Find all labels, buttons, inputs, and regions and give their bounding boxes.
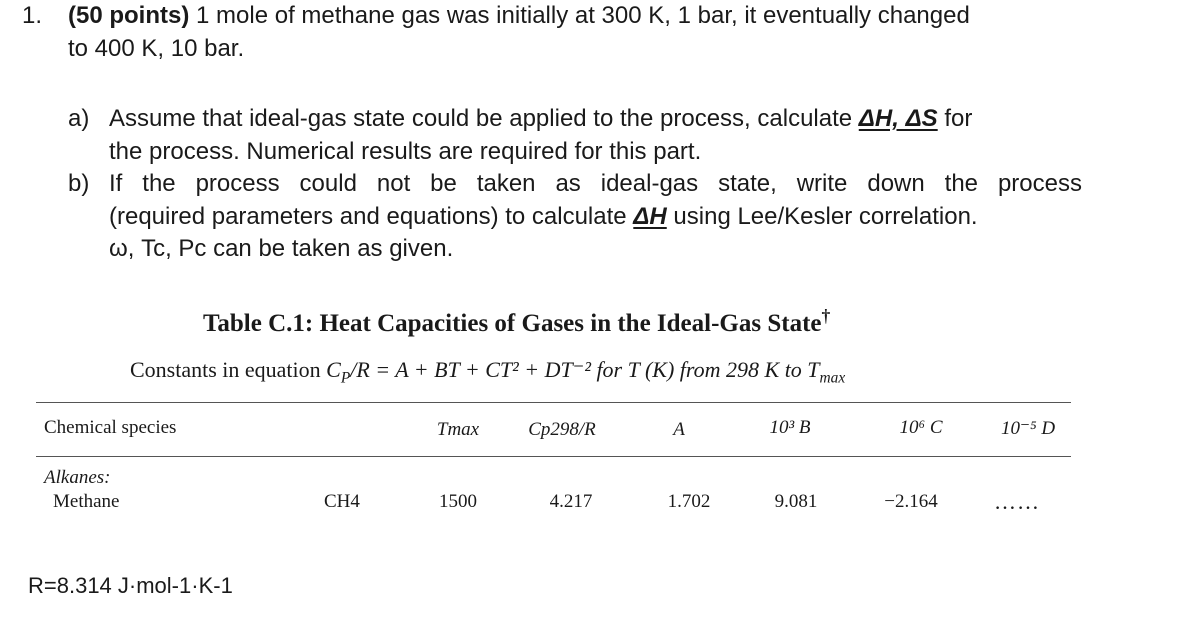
part-a-body <box>109 103 1082 168</box>
question-text-1: 1 mole of methane gas was initially at 300 K, 1 bar, it eventually changed <box>189 2 970 29</box>
table-title-mark: † <box>821 305 831 326</box>
table-subtitle-pre: Constants in equation <box>130 357 327 382</box>
part-b-line2 <box>109 203 978 230</box>
header-a: A <box>673 419 685 440</box>
part-b-line2-post: using Lee/Kesler correlation. <box>666 202 978 230</box>
header-b: 10³ B <box>769 417 811 438</box>
question-line-1 <box>68 2 970 30</box>
cp-symbol: $C_P$ <box>326 357 351 387</box>
table-subtitle-sub: max <box>819 369 846 387</box>
table-header-rule <box>36 456 1071 457</box>
cell-formula: CH4 <box>324 491 360 512</box>
question-points: (50 points) <box>68 2 190 29</box>
header-c: 10⁶ C <box>899 417 943 438</box>
cell-cp298: 4.217 <box>549 491 593 512</box>
part-a-label: a) <box>68 105 90 132</box>
cell-c: −2.164 <box>884 491 938 512</box>
question-number: 1. <box>22 2 43 29</box>
cell-name: Methane <box>53 491 120 512</box>
group-alkanes: Alkanes: <box>44 467 111 488</box>
header-cp298: Cp298/R <box>528 419 596 440</box>
part-a-highlight: ΔH, ΔS <box>858 105 938 132</box>
table-subtitle <box>130 357 846 387</box>
part-b-highlight: ΔH <box>633 202 667 230</box>
part-b-line2-pre: (required parameters and equations) to calculate <box>109 202 634 230</box>
part-a-line1-pre: Assume that ideal-gas state could be applied to the process, calculate <box>109 105 859 132</box>
cell-a: 1.702 <box>667 491 711 512</box>
part-b-body <box>109 168 1082 266</box>
part-b-line3: ω, Tc, Pc can be taken as given. <box>109 235 454 262</box>
table-top-rule <box>36 402 1071 403</box>
part-a-line2: the process. Numerical results are required for this part. <box>109 137 702 165</box>
cell-b: 9.081 <box>774 491 818 512</box>
part-b-line1: If the process could not be taken as ideal-gas state, write down the process <box>109 170 1082 197</box>
cell-d: …… <box>994 489 1040 514</box>
table-title <box>203 305 831 338</box>
question-line-2: to 400 K, 10 bar. <box>68 35 245 62</box>
part-b-label: b) <box>68 170 90 197</box>
table-subtitle-eq: /R = A + BT + CT² + DT⁻² for T (K) from 298 K to T <box>350 357 820 382</box>
header-tmax: Tmax <box>436 419 480 440</box>
part-a-line1-post: for <box>937 105 973 132</box>
gas-constant: R=8.314 J·mol-1·K-1 <box>28 573 233 598</box>
cell-tmax: 1500 <box>439 491 477 512</box>
header-species: Chemical species <box>44 417 177 438</box>
table-title-text: Table C.1: Heat Capacities of Gases in the Ideal-Gas State <box>203 310 822 337</box>
header-d: 10⁻⁵ D <box>1000 418 1056 439</box>
